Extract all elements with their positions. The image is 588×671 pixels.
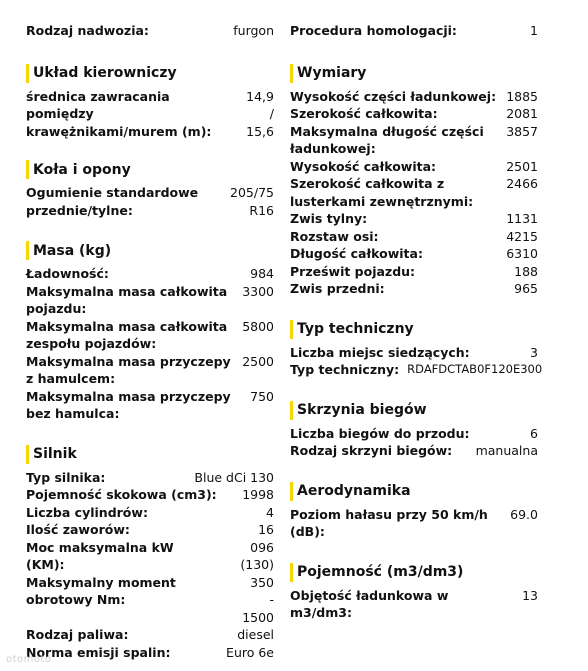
spec-row [26,388,274,423]
spec-row [290,158,538,176]
spec-value: 4 [266,504,274,520]
spec-label: Maksymalna masa przyczepy bez hamulca: [26,388,231,421]
spec-value: 1 [530,23,538,38]
spec-value: 205/75 R16 [230,185,274,218]
spec-value: furgon [233,23,274,38]
accent-bar [26,160,29,179]
section-title: Masa (kg) [26,241,274,260]
spec-value: manualna [475,443,538,458]
spec-value: 14,9 / 15,6 [246,88,274,139]
spec-label: Liczba biegów do przodu: [290,425,470,441]
spec-row [290,344,538,362]
spec-value: 188 [514,263,538,279]
accent-bar [290,320,293,339]
section-aerodynamics [290,482,538,541]
accent-bar [290,401,293,420]
spec-row [26,88,274,141]
section-title: Silnik [26,445,274,464]
spec-value: Blue dCi 130 [194,469,274,485]
spec-label: Ogumienie standardowe przednie/tylne: [26,185,199,218]
spec-row [290,506,538,541]
section-title: Wymiary [290,64,538,83]
spec-value: 2466 [506,176,538,191]
spec-value: 096 (130) [240,539,274,572]
spec-value: 16 [258,522,274,537]
accent-bar [26,445,29,464]
spec-label: Zwis tylny: [290,211,368,226]
spec-label: Liczba miejsc siedzących: [290,344,470,360]
spec-row [290,210,538,228]
accent-bar [290,64,293,83]
spec-row [26,626,274,644]
spec-label: Ładowność: [26,266,109,281]
spec-row [26,504,274,522]
spec-value: 2081 [506,106,538,121]
spec-row [290,245,538,263]
spec-label: Norma emisji spalin: [26,644,171,660]
accent-bar [26,241,29,260]
section-capacity [290,563,538,622]
section-title: Aerodynamika [290,482,538,501]
spec-value: 13 [522,587,538,603]
spec-value: 965 [514,281,538,296]
spec-label: Pojemność skokowa (cm3): [26,487,217,502]
spec-value: RDAFDCTAB0F120E300 [407,362,543,376]
spec-value: Euro 6e [226,644,274,660]
spec-row [26,521,274,539]
spec-value: 2501 [506,158,538,174]
spec-value: 6 [530,425,538,441]
spec-label: Maksymalna długość części ładunkowej: [290,123,484,156]
spec-row [290,361,543,379]
spec-label: Objętość ładunkowa w m3/dm3: [290,587,449,620]
spec-row [26,574,274,627]
spec-row [290,442,538,460]
spec-value: 1885 [506,88,538,104]
spec-label: Procedura homologacji: [290,23,457,38]
accent-bar [290,482,293,501]
spec-value: diesel [237,627,274,642]
section-technical-type [290,320,543,379]
watermark: otomoto [6,654,52,665]
section-dimensions [290,64,538,298]
spec-label: Maksymalna masa przyczepy z hamulcem: [26,353,231,386]
spec-row [290,263,538,281]
section-title: Pojemność (m3/dm3) [290,563,538,582]
spec-label: Szerokość całkowita z lusterkami zewnętrznymi: [290,176,474,209]
spec-row [26,644,274,662]
spec-value: 2500 [242,353,274,369]
spec-row [290,280,538,298]
spec-label: Maksymalny moment obrotowy Nm: [26,574,176,607]
spec-label: Ilość zaworów: [26,522,130,537]
spec-value: 6310 [506,246,538,261]
spec-label: Długość całkowita: [290,246,423,261]
spec-row [26,486,274,504]
spec-label: Zwis przedni: [290,281,385,296]
spec-value: 3 [530,344,538,360]
spec-row [290,88,538,106]
spec-row [290,425,538,443]
spec-label: Rodzaj paliwa: [26,627,129,642]
spec-value: 3857 [506,123,538,139]
spec-label: Liczba cylindrów: [26,504,148,520]
spec-row [26,318,274,353]
spec-label: Wysokość całkowita: [290,158,437,174]
spec-row [26,184,274,219]
section-title: Koła i opony [26,160,274,179]
spec-value: 69.0 [510,506,538,522]
spec-label: Maksymalna masa całkowita pojazdu: [26,283,228,316]
spec-label: Moc maksymalna kW (KM): [26,539,174,572]
spec-row [26,539,274,574]
spec-label: Rozstaw osi: [290,228,379,244]
section-title: Układ kierowniczy [26,64,274,83]
spec-value: 350 - 1500 [242,574,274,625]
section-wheels [26,160,274,219]
spec-value: 1131 [506,211,538,226]
spec-value: 750 [250,388,274,404]
spec-row [290,175,538,210]
spec-label: Wysokość części ładunkowej: [290,88,497,104]
spec-value: 984 [250,266,274,281]
spec-row [26,353,274,388]
spec-row-homologation [290,22,538,40]
spec-label: Rodzaj skrzyni biegów: [290,443,453,458]
spec-row [26,265,274,283]
section-title: Skrzynia biegów [290,401,538,420]
spec-value: 1998 [242,487,274,502]
spec-value: 5800 [242,318,274,334]
spec-row [290,228,538,246]
right-column [290,22,543,622]
spec-label: Typ silnika: [26,469,106,485]
spec-label: Szerokość całkowita: [290,106,438,121]
accent-bar [290,563,293,582]
spec-row [290,123,538,158]
left-column [26,22,274,661]
spec-row-body-type [26,22,274,40]
section-steering [26,64,274,141]
spec-row [26,283,274,318]
section-engine [26,445,274,662]
spec-value: 3300 [242,283,274,299]
spec-value: 4215 [506,228,538,244]
spec-label: Poziom hałasu przy 50 km/h (dB): [290,506,488,539]
spec-label: Typ techniczny: [290,362,400,377]
section-title: Typ techniczny [290,320,538,339]
accent-bar [26,64,29,83]
spec-label: Maksymalna masa całkowita zespołu pojazdów: [26,318,228,351]
section-mass [26,241,274,423]
spec-row [26,469,274,487]
section-gearbox [290,401,538,460]
spec-row [290,587,538,622]
spec-label: Prześwit pojazdu: [290,263,416,279]
spec-label: Rodzaj nadwozia: [26,23,149,38]
spec-label: średnica zawracania pomiędzy krawężnikami/murem (m): [26,88,212,139]
spec-row [290,105,538,123]
